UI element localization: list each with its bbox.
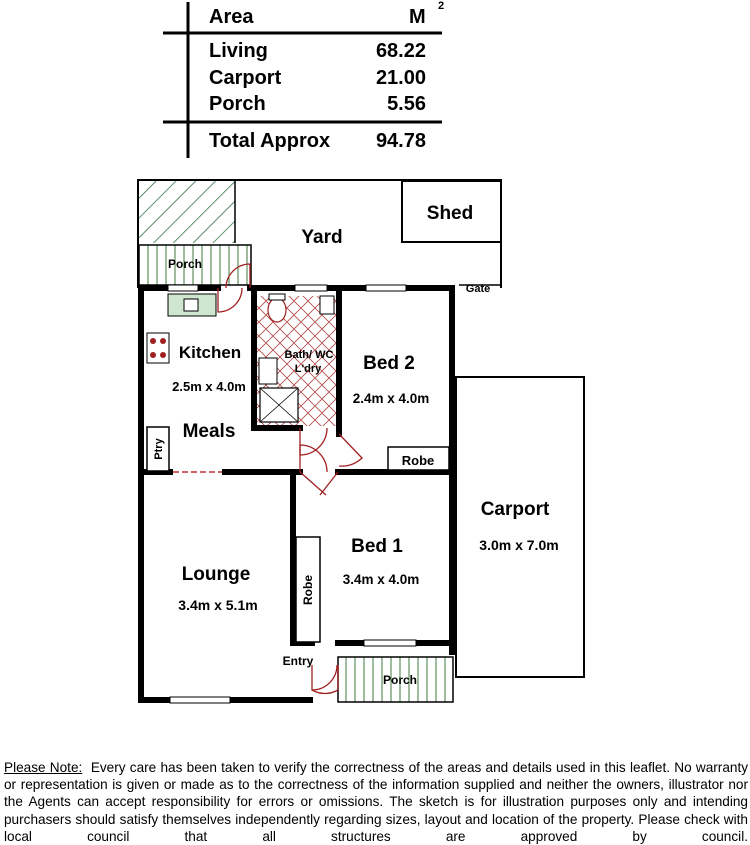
door-swing (218, 288, 242, 312)
stove-burner (160, 338, 166, 344)
stove-icon (147, 333, 169, 363)
area-header-unit-sup: 2 (438, 0, 445, 12)
stove-burner (150, 352, 156, 358)
wash-basin (259, 358, 277, 384)
area-row-value: 5.56 (387, 93, 426, 115)
bed2-robe-label: Robe (401, 453, 435, 468)
meals-label: Meals (182, 421, 236, 442)
laundry-label: L'dry (294, 363, 322, 375)
disclaimer-line: the owners, illustrator nor the Agents can accept responsibility for errors or omissions. The sketch is for (4, 777, 748, 810)
disclaimer (4, 759, 748, 845)
sink-bowl (184, 299, 198, 311)
yard-label: Yard (301, 227, 343, 248)
window (295, 285, 327, 291)
bed1-robe-label: Robe (301, 575, 315, 605)
door-swing (312, 665, 337, 690)
carport (456, 377, 584, 677)
bed1-label: Bed 1 (351, 536, 403, 557)
rear-porch-label: Porch (167, 257, 203, 271)
area-row-value: 68.22 (375, 40, 426, 62)
bed2-size: 2.4m x 4.0m (352, 391, 430, 406)
bath-label: Bath/ WC (284, 349, 334, 361)
disclaimer-line: layout and location of the property. Please check with local council that all structures are approved by council. (4, 811, 748, 844)
door-leaf (320, 472, 338, 495)
disclaimer-line: illustration purposes only and intending purchasers should satisfy themselves independently regarding sizes, (4, 794, 748, 827)
shed-label: Shed (426, 203, 474, 224)
front-porch-label: Porch (382, 673, 418, 687)
door-swing (300, 428, 327, 455)
area-row-label: Living (209, 40, 268, 62)
disclaimer-line: Every care has been taken to verify the correctness of the areas and details used in this leaflet. (90, 760, 671, 775)
gate-label: Gate (465, 283, 491, 295)
toilet-cistern (269, 294, 285, 300)
area-header-label: Area (209, 6, 254, 28)
area-total-value: 94.78 (375, 130, 426, 152)
window (170, 697, 230, 703)
basin-icon (320, 296, 334, 314)
window (364, 640, 416, 646)
door-swing (300, 445, 327, 472)
pantry-label: Ptry (153, 438, 165, 460)
door-swing (339, 434, 362, 466)
area-row-label: Carport (209, 67, 282, 89)
kitchen-label: Kitchen (178, 343, 242, 362)
yard-hatched-area (139, 181, 235, 243)
disclaimer-label: Please Note: (4, 760, 83, 775)
window (366, 285, 406, 291)
toilet-icon (268, 298, 286, 322)
lounge-label: Lounge (181, 564, 251, 585)
window (168, 285, 198, 291)
stove-burner (160, 352, 166, 358)
bed1-size: 3.4m x 4.0m (342, 572, 420, 587)
carport-size: 3.0m x 7.0m (479, 537, 559, 553)
area-row-label: Porch (209, 93, 266, 115)
area-row-value: 21.00 (375, 67, 426, 89)
kitchen-size: 2.5m x 4.0m (172, 379, 246, 394)
lounge-size: 3.4m x 5.1m (178, 597, 258, 613)
area-header-unit: M (409, 6, 426, 28)
stove-burner (150, 338, 156, 344)
entry-label: Entry (282, 654, 314, 668)
carport-label: Carport (480, 499, 550, 520)
bed2-label: Bed 2 (363, 353, 415, 374)
area-table (163, 0, 444, 158)
disclaimer-line: No warranty or representation is given or made as to the correctness of the information supplied and neither (4, 760, 749, 793)
area-total-label: Total Approx (209, 130, 331, 152)
